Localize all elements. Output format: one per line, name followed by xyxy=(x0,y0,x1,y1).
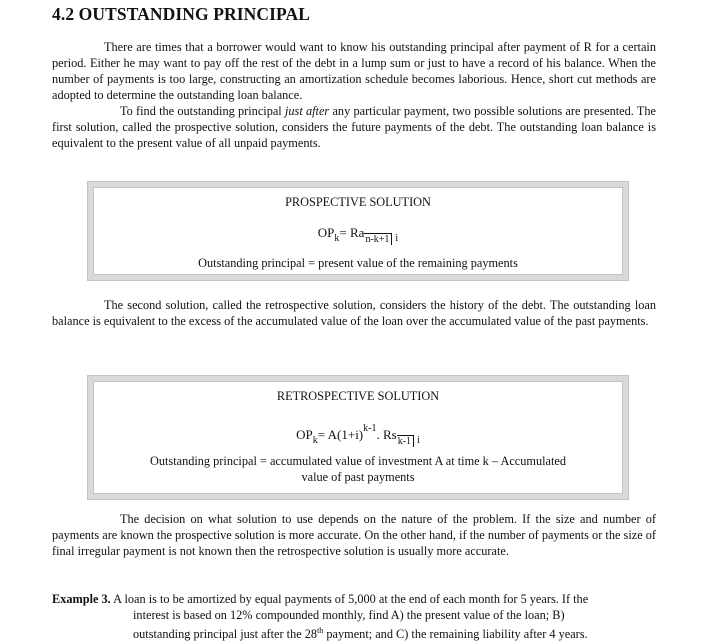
prospective-caption: Outstanding principal = present value of the remaining payments xyxy=(198,256,518,270)
intro-p2-text-after: any particular payment, two possible solutions are presented. The first solution, called the prospective solution, considers the future payments of the debt. The outstanding loan balance is equivalent to the present value of all unpaid payments. xyxy=(52,104,656,150)
prospective-formula-lhs-sub: k xyxy=(334,233,340,244)
section-title: 4.2 OUTSTANDING PRINCIPAL xyxy=(52,4,311,24)
intro-paragraph-2 xyxy=(52,103,656,151)
retrospective-title: RETROSPECTIVE SOLUTION xyxy=(276,389,440,403)
retrospective-formula xyxy=(93,423,623,447)
intro-p2-emphasis: just after xyxy=(284,104,330,118)
retrospective-formula-lhs: OP xyxy=(296,427,313,442)
prospective-formula-annuity-index: n-k+1 xyxy=(364,233,392,245)
example-line-3 xyxy=(52,623,656,642)
prospective-formula-rate: i xyxy=(395,233,399,244)
decision-paragraph: The decision on what solution to use depends on the nature of the problem. If the size and number of payments are known the prospective solution is more accurate. On the other hand, if the number of payments or the size of final irregular payment is not known then the retrospective solution is usually more accurate. xyxy=(52,512,656,558)
example-line-3-before: outstanding principal just after the 28 xyxy=(133,627,318,642)
prospective-solution-box xyxy=(88,182,628,280)
example-line-1-text: A loan is to be amortized by equal payments of 5,000 at the end of each month for 5 years. If the xyxy=(113,592,589,606)
retrospective-formula-annuity-index: k-1 xyxy=(397,435,414,447)
example-line-3-after: payment; and C) the remaining liability after 4 years. xyxy=(323,627,588,642)
prospective-title: PROSPECTIVE SOLUTION xyxy=(285,195,431,209)
retrospective-caption-line-2: value of past payments xyxy=(301,470,415,484)
example-label: Example 3. xyxy=(52,592,111,606)
retrospective-formula-lhs-sub: k xyxy=(312,435,318,446)
retrospective-solution-box xyxy=(88,376,628,499)
retrospective-formula-eq: = A(1+i) xyxy=(317,427,364,442)
intro-paragraph-1: There are times that a borrower would want to know his outstanding principal after payment of R for a certain period. Either he may want to pay off the rest of the debt in a lump sum or just to have a record of his balance. When the number of payments is too large, constructing an amortization schedule becomes laborious. Hence, short cut methods are adopted to determine the outstanding loan balance. xyxy=(52,40,656,102)
retrospective-formula-rate: i xyxy=(417,435,420,446)
prospective-formula xyxy=(93,225,623,245)
prospective-formula-eq: = Ra xyxy=(339,225,365,240)
example-line-3-ordinal: th xyxy=(317,626,324,635)
retrospective-intro-paragraph: The second solution, called the retrospective solution, considers the history of the debt. The outstanding loan balance is equivalent to the excess of the accumulated value of the loan over the accumulated value of the past payments. xyxy=(52,298,656,328)
example-line-2: interest is based on 12% compounded monthly, find A) the present value of the loan; B) xyxy=(133,608,565,622)
retrospective-formula-exponent: k-1 xyxy=(363,423,377,434)
retrospective-formula-mid: . Rs xyxy=(376,427,397,442)
example-3 xyxy=(52,591,656,642)
intro-p2-text-before: To find the outstanding principal xyxy=(120,104,285,118)
prospective-formula-lhs: OP xyxy=(317,225,335,240)
retrospective-caption-line-1: Outstanding principal = accumulated value of investment A at time k – Accumulated xyxy=(149,454,567,468)
retrospective-caption xyxy=(93,453,623,485)
example-line-1 xyxy=(52,591,656,607)
